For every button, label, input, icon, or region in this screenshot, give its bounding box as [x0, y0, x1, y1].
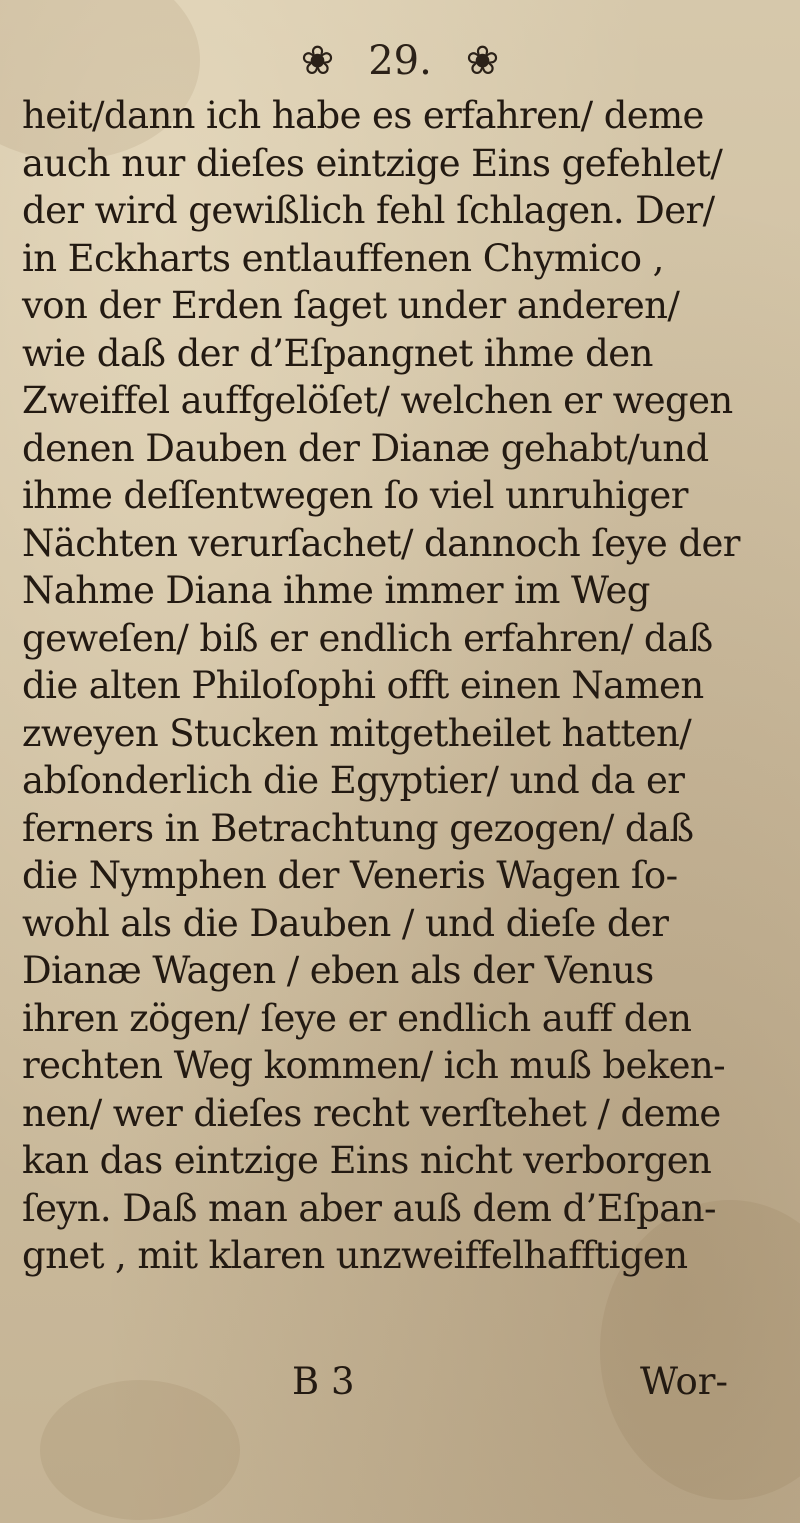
- text-line: ihme deſſentwegen ſo viel unruhiger: [22, 474, 688, 517]
- body-text: [22, 92, 782, 1280]
- text-line: von der Erden ſaget under anderen/: [22, 284, 680, 327]
- text-line: wohl als die Dauben / und dieſe der: [22, 901, 669, 945]
- text-line: wie daß der d’Eſpangnet ihme den: [22, 331, 653, 375]
- signature-mark: B 3: [292, 1360, 355, 1403]
- text-line: ferners in Betrachtung gezogen/ daß: [22, 806, 694, 850]
- text-line: nen/ wer dieſes recht verſtehet / deme: [22, 1091, 721, 1135]
- catchword: Wor-: [640, 1360, 728, 1403]
- text-line: rechten Weg kommen/ ich muß beken-: [22, 1044, 726, 1087]
- page-header: [0, 38, 800, 84]
- page-number: 29.: [368, 38, 432, 84]
- text-line: Zweiffel auffgelöſet/ welchen er wegen: [22, 379, 733, 422]
- flower-ornament-icon: ❀: [465, 38, 500, 84]
- text-line: der wird gewißlich fehl ſchlagen. Der/: [22, 189, 715, 232]
- text-line: denen Dauben der Dianæ gehabt/und: [22, 426, 709, 470]
- text-line: die Nymphen der Veneris Wagen ſo-: [22, 854, 678, 897]
- text-line: Nächten verurſachet/ dannoch ſeye der: [22, 521, 740, 565]
- page-footer: [0, 1358, 800, 1406]
- text-line: in Eckharts entlauffenen Chymico ,: [22, 236, 664, 280]
- text-line: heit/dann ich habe es erfahren/ deme: [22, 94, 704, 137]
- text-line: abſonderlich die Egyptier/ und da er: [22, 759, 685, 802]
- text-line: ihren zögen/ ſeye er endlich auff den: [22, 996, 692, 1040]
- text-line: kan das eintzige Eins nicht verborgen: [22, 1139, 712, 1182]
- text-line: Dianæ Wagen / eben als der Venus: [22, 949, 654, 992]
- text-line: zweyen Stucken mitgetheilet hatten/: [22, 711, 692, 755]
- text-line: auch nur dieſes eintzige Eins gefehlet/: [22, 141, 723, 185]
- flower-ornament-icon: ❀: [300, 38, 335, 84]
- text-line: die alten Philoſophi offt einen Namen: [22, 664, 704, 707]
- text-line: Nahme Diana ihme immer im Weg: [22, 569, 650, 612]
- text-line: geweſen/ biß er endlich erfahren/ daß: [22, 616, 713, 660]
- text-line: ſeyn. Daß man aber auß dem d’Eſpan-: [22, 1186, 716, 1230]
- text-line: gnet , mit klaren unzweiffelhafftigen: [22, 1234, 688, 1277]
